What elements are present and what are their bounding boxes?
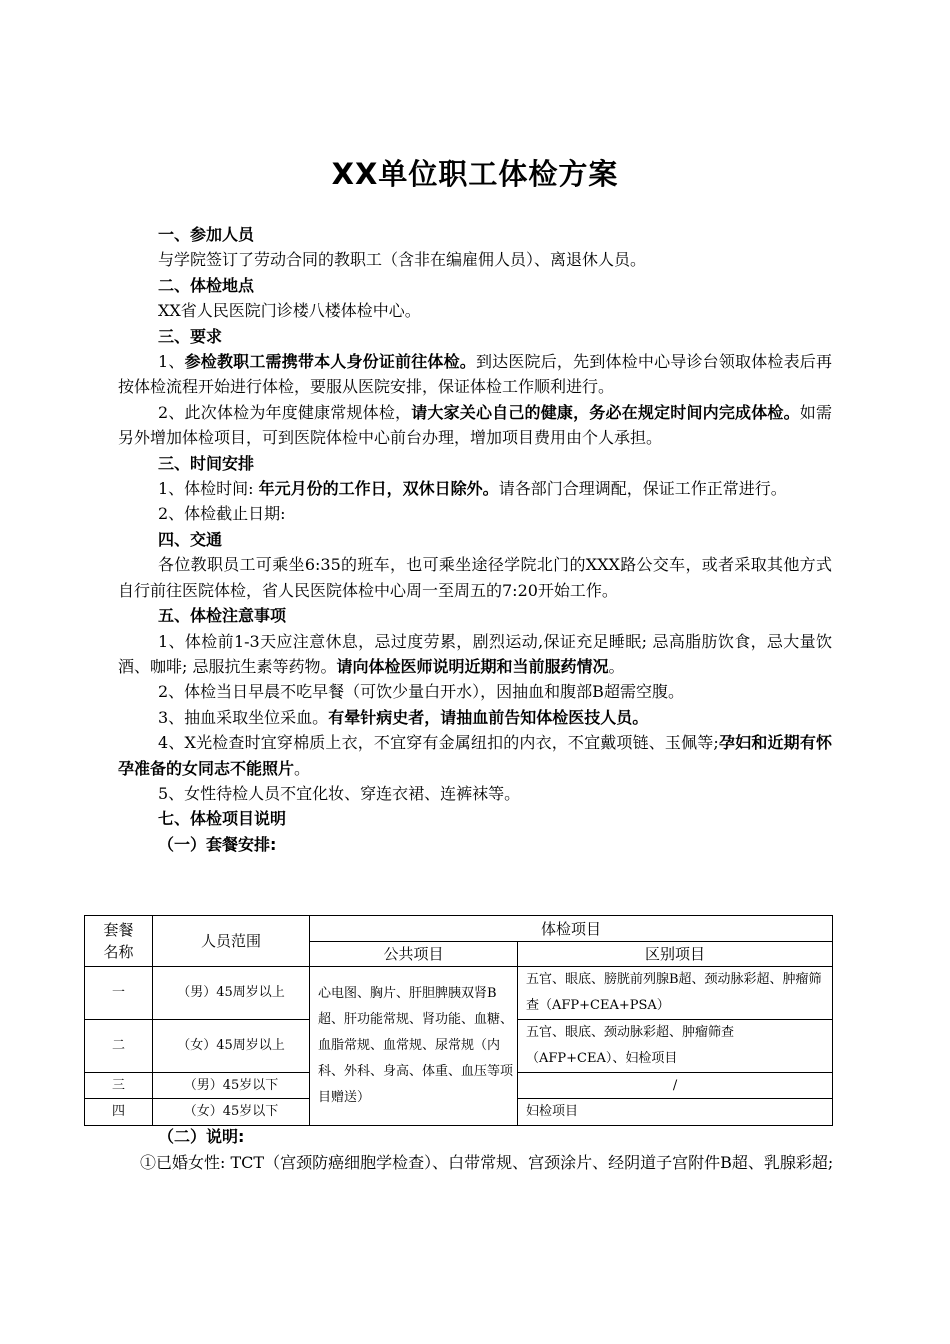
note-5: 5、女性待检人员不宜化妆、穿连衣裙、连裤袜等。 (158, 783, 521, 803)
note-3: 3、抽血采取坐位采血。有晕针病史者，请抽血前告知体检医技人员。 (158, 707, 649, 727)
participants-text: 与学院签订了劳动合同的教职工（含非在编雇佣人员）、离退休人员。 (158, 250, 647, 270)
package-table (84, 915, 833, 1126)
document-title: XX单位职工体检方案 (331, 157, 619, 191)
note-4: 4、X光检查时宜穿棉质上衣，不宜穿有金属纽扣的内衣，不宜戴项链、玉佩等;孕妇和近期有怀孕准备的女同志不能照片。 (118, 733, 832, 778)
subsection-heading-explanation: （二）说明: (158, 1127, 245, 1146)
section-heading-participants: 一、参加人员 (158, 225, 255, 244)
note-2: 2、体检当日早晨不吃早餐（可饮少量白开水），因抽血和腹部B超需空腹。 (158, 682, 684, 702)
subsection-heading-packages: （一）套餐安排: (158, 834, 277, 854)
section-heading-requirements: 三、要求 (158, 326, 223, 346)
requirement-2-emphasis: 请大家关心自己的健康，务必在规定时间内完成体检。 (411, 402, 800, 422)
person-range-cell: （男）45岁以下 (153, 1073, 310, 1099)
requirement-1: 1、参检教职工需携带本人身份证前往体检。到达医院后，先到体检中心导诊台领取体检表后再按体检流程开始进行体检，要服从医院安排，保证体检工作顺利进行。 (118, 352, 832, 397)
schedule-item-1: 1、体检时间: 年元月份的工作日，双休日除外。请各部门合理调配，保证工作正常进行。 (158, 479, 787, 499)
document-body (118, 222, 832, 857)
package-name-cell: 二 (85, 1020, 153, 1073)
person-range-cell: （女）45周岁以上 (153, 1020, 310, 1073)
different-items-cell: 五官、眼底、颈动脉彩超、肿瘤筛查（AFP+CEA）、妇检项目 (518, 1020, 833, 1073)
header-common-items: 公共项目 (310, 942, 518, 967)
different-items-cell: 五官、眼底、膀胱前列腺B超、颈动脉彩超、肿瘤筛查（AFP+CEA+PSA） (518, 967, 833, 1020)
header-package-name: 套餐 名称 (85, 916, 153, 967)
header-person-range: 人员范围 (153, 916, 310, 967)
header-exam-items: 体检项目 (310, 916, 833, 942)
package-name-cell: 一 (85, 967, 153, 1020)
schedule-item-2: 2、体检截止日期: (158, 504, 286, 524)
section-heading-location: 二、体检地点 (158, 275, 255, 295)
section-heading-notes: 五、体检注意事项 (158, 606, 287, 626)
different-items-cell: / (518, 1073, 833, 1099)
requirement-2: 2、此次体检为年度健康常规体检，请大家关心自己的健康，务必在规定时间内完成体检。如需另外增加体检项目，可到医院体检中心前台办理，增加项目费用由个人承担。 (118, 402, 832, 448)
note-3-emphasis: 有晕针病史者，请抽血前告知体检医技人员。 (328, 707, 649, 727)
transport-text: 各位教职员工可乘坐6:35的班车，也可乘坐途径学院北门的XXX路公交车，或者采取其他方式自行前往医院体检，省人民医院体检中心周一至周五的7:20开始工作。 (118, 555, 832, 600)
note-1: 1、体检前1-3天应注意休息，忌过度劳累，剧烈运动,保证充足睡眠; 忌高脂肪饮食，忌大量饮酒、咖啡; 忌服抗生素等药物。请向体检医师说明近期和当前服药情况。 (118, 631, 832, 676)
header-different-items: 区别项目 (518, 942, 833, 967)
explanation-block (118, 1124, 843, 1176)
package-name-cell: 三 (85, 1073, 153, 1099)
note-4-emphasis: 孕妇和近期有怀孕准备的女同志不能照片 (118, 733, 832, 778)
section-heading-transport: 四、交通 (158, 529, 223, 549)
common-items-cell: 心电图、胸片、肝胆脾胰双肾B超、肝功能常规、肾功能、血糖、血脂常规、血常规、尿常规（内科、外科、身高、体重、血压等项目赠送） (310, 967, 518, 1126)
person-range-cell: （女）45岁以下 (153, 1099, 310, 1126)
schedule-emphasis: 年元月份的工作日，双休日除外。 (258, 479, 499, 499)
requirement-1-emphasis: 参检教职工需携带本人身份证前往体检。 (184, 352, 476, 372)
section-heading-items: 七、体检项目说明 (158, 809, 287, 829)
package-name-cell: 四 (85, 1099, 153, 1126)
different-items-cell: 妇检项目 (518, 1099, 833, 1126)
explanation-text: ①已婚女性: TCT（宫颈防癌细胞学检查）、白带常规、宫颈涂片、经阴道子宫附件B超、乳腺彩超; (140, 1153, 834, 1172)
section-heading-schedule: 三、时间安排 (158, 453, 255, 473)
note-1-emphasis: 请向体检医师说明近期和当前服药情况 (336, 656, 609, 676)
person-range-cell: （男）45周岁以上 (153, 967, 310, 1020)
location-text: XX省人民医院门诊楼八楼体检中心。 (158, 301, 421, 321)
